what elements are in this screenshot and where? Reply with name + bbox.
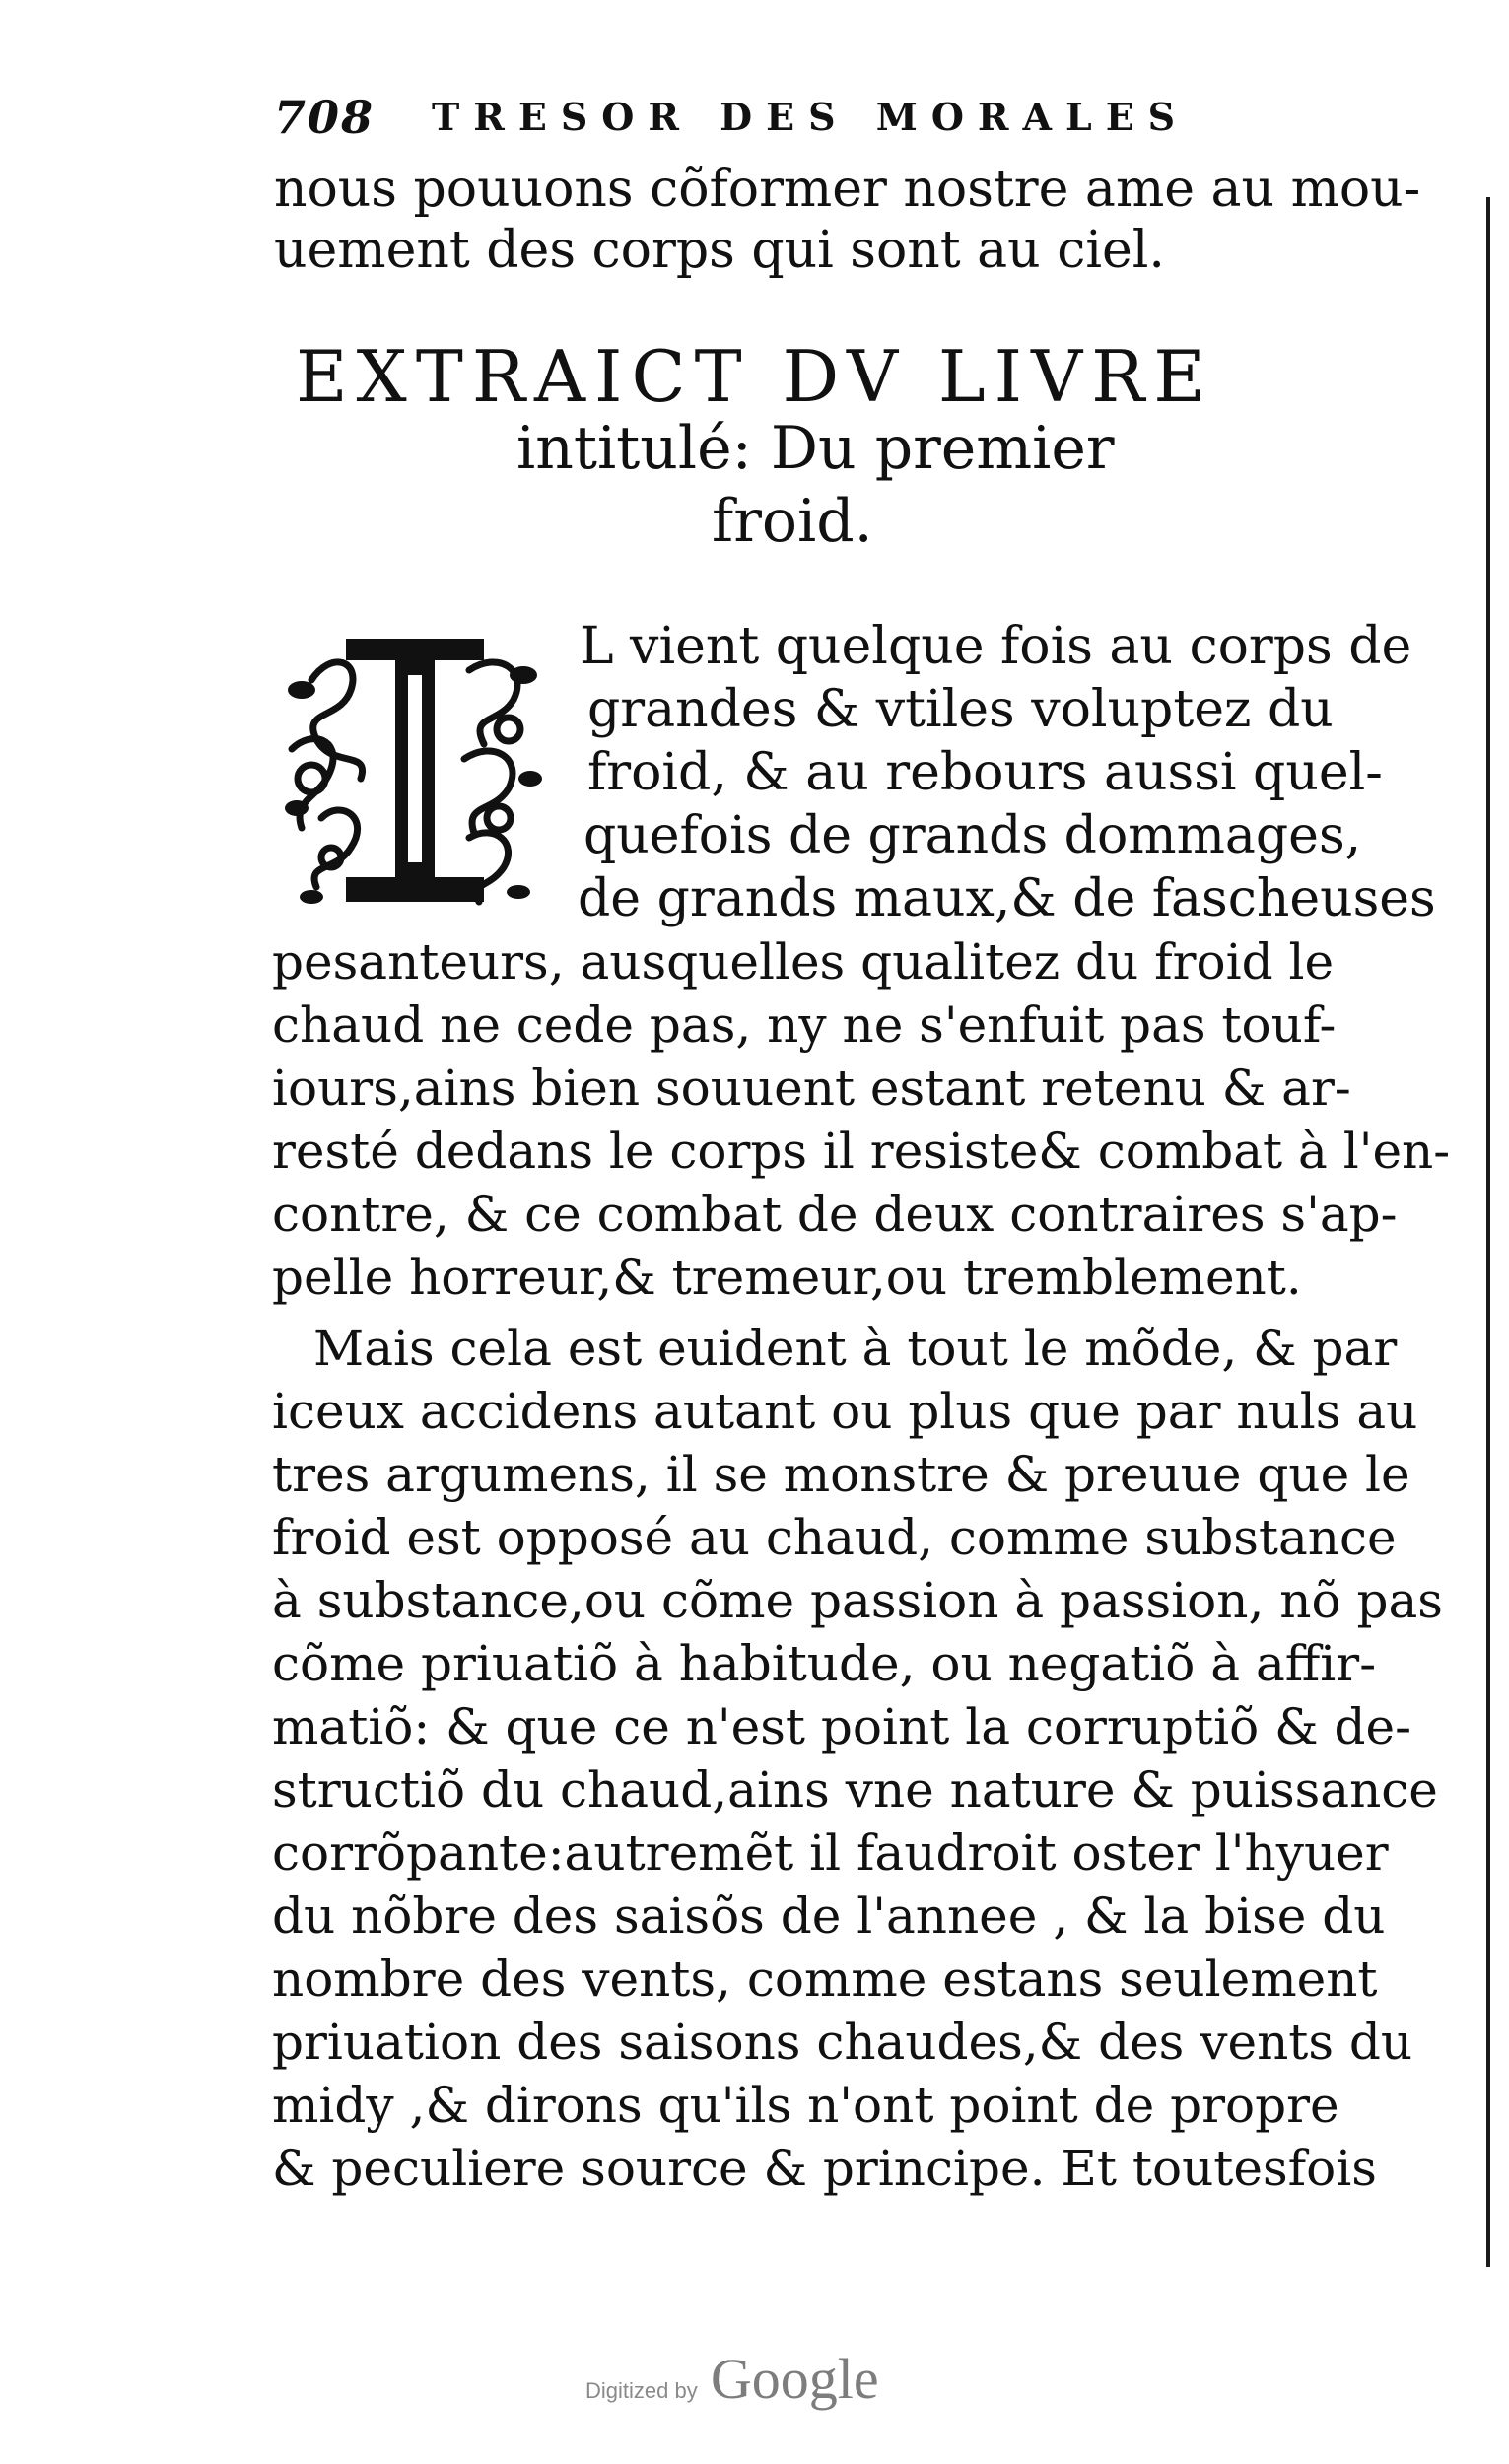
text-line: matiõ: & que ce n'est point la corruptiõ & de- <box>272 1698 1411 1755</box>
text-line: pesanteurs, ausquelles qualitez du froid le <box>272 933 1335 991</box>
running-title: TRESOR DES MORALES <box>432 95 1190 139</box>
text-line: cõme priuatiõ à habitude, ou negatiõ à affir- <box>272 1635 1377 1692</box>
text-line: iceux accidens autant ou plus que par nuls au <box>272 1383 1418 1440</box>
text-line: froid est opposé au chaud, comme substance <box>272 1509 1397 1566</box>
text-line: du nõbre des saisõs de l'annee , & la bise du <box>272 1887 1386 1945</box>
text-line: & peculiere source & principe. Et toutesfois <box>272 2140 1377 2197</box>
text-line: de grands maux,& de fascheuses <box>578 869 1436 928</box>
section-subtitle: intitulé: Du premier <box>516 414 1115 483</box>
watermark-prefix: Digitized by <box>585 2378 698 2403</box>
text-line: chaud ne cede pas, ny ne s'enfuit pas touf- <box>272 996 1337 1054</box>
page-header <box>274 91 1358 150</box>
section-subtitle-end: froid. <box>712 487 873 556</box>
text-line: à substance,ou cõme passion à passion, nõ pas <box>272 1572 1443 1629</box>
text-line: tres argumens, il se monstre & preuue que le <box>272 1446 1410 1503</box>
text-line: iours,ains bien souuent estant retenu & ar- <box>272 1060 1351 1117</box>
text-line: resté dedans le corps il resiste& combat à l'en- <box>272 1123 1451 1180</box>
text-line: uement des corps qui sont au ciel. <box>274 221 1165 280</box>
text-line: pelle horreur,& tremeur,ou tremblement. <box>272 1249 1302 1306</box>
text-line: structiõ du chaud,ains vne nature & puissance <box>272 1761 1438 1818</box>
section-title: EXTRAICT DV LIVRE <box>296 335 1214 418</box>
page-edge-rule <box>1486 197 1490 2267</box>
text-line: quefois de grands dommages, <box>583 806 1362 865</box>
text-line: nombre des vents, comme estans seulement <box>272 1951 1378 2008</box>
text-line: grandes & vtiles voluptez du <box>587 680 1334 739</box>
page-number: 708 <box>274 91 376 144</box>
floral-dropcap-icon <box>272 631 558 917</box>
text-line: Mais cela est euident à tout le mõde, & par <box>313 1320 1398 1377</box>
text-line: corrõpante:autremẽt il faudroit oster l'hyuer <box>272 1824 1389 1882</box>
digitized-watermark <box>585 2346 879 2412</box>
text-line: midy ,& dirons qu'ils n'ont point de propre <box>272 2077 1339 2134</box>
watermark-brand: Google <box>710 2347 879 2411</box>
text-line: froid, & au rebours aussi quel- <box>587 743 1383 802</box>
text-line: L vient quelque fois au corps de <box>580 617 1412 676</box>
text-line: priuation des saisons chaudes,& des vents du <box>272 2014 1413 2071</box>
text-line: nous pouuons cõformer nostre ame au mou- <box>274 160 1421 219</box>
text-line: contre, & ce combat de deux contraires s'ap- <box>272 1186 1398 1243</box>
